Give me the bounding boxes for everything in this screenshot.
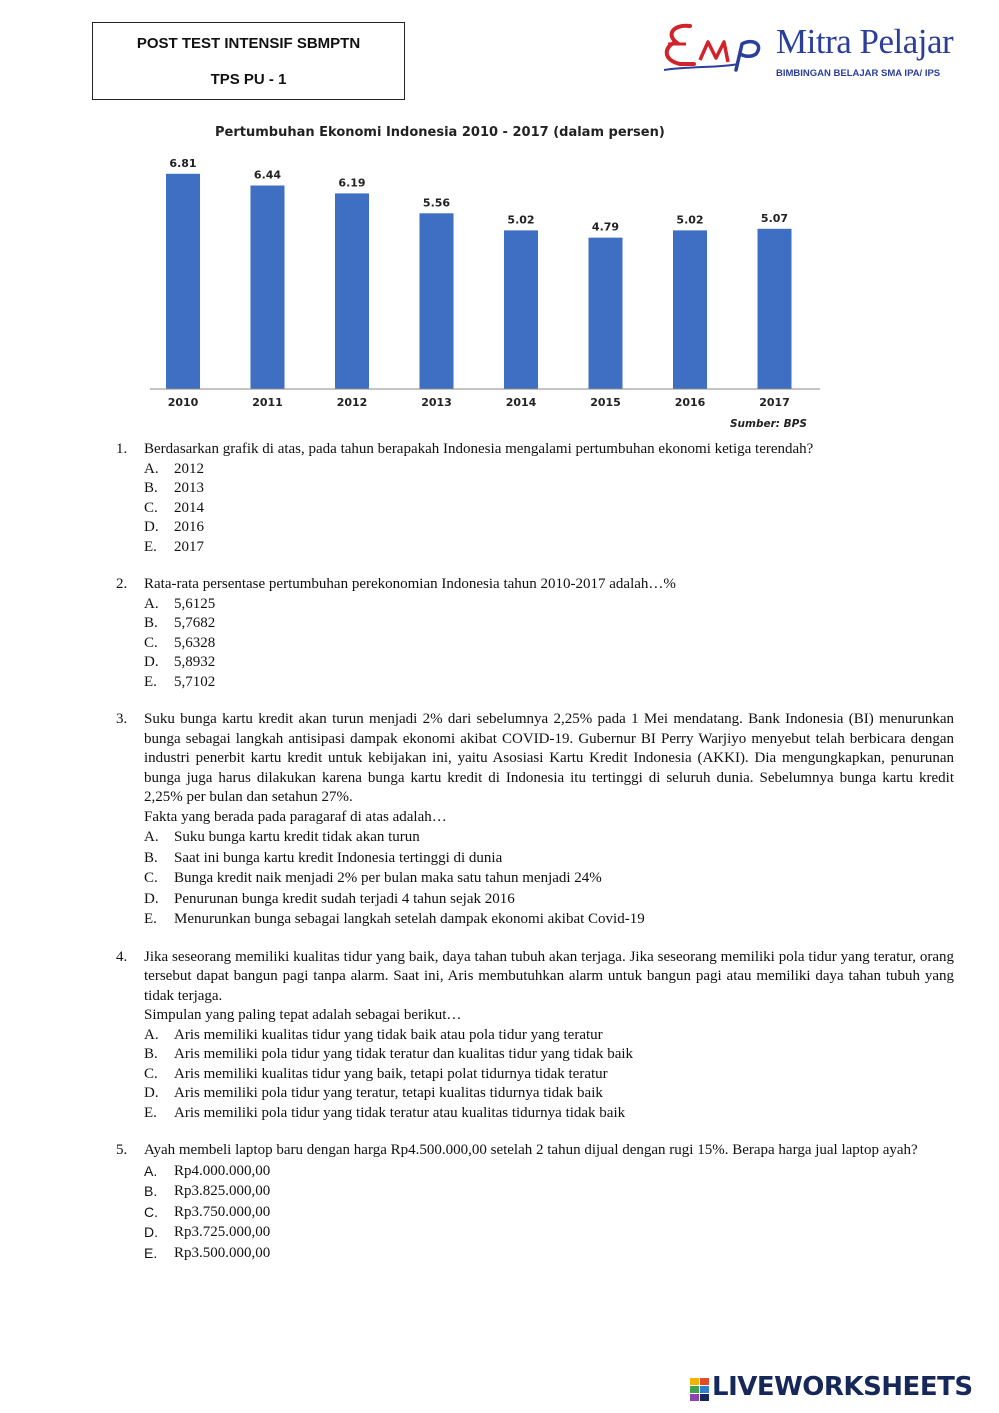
option-text: Rp4.000.000,00 xyxy=(174,1162,271,1179)
answer-options xyxy=(144,595,954,693)
option-text: 5,7682 xyxy=(174,615,216,631)
x-tick-2016: 2016 xyxy=(674,396,706,409)
growth-chart xyxy=(145,116,835,436)
option-letter: D. xyxy=(144,1085,159,1101)
chart-source: Sumber: BPS xyxy=(730,418,807,430)
question-3 xyxy=(116,710,954,930)
option-d[interactable] xyxy=(144,889,954,910)
value-label-2010: 6.81 xyxy=(169,156,197,170)
value-label-2011: 6.44 xyxy=(253,168,282,182)
option-letter: C. xyxy=(144,634,158,651)
option-c[interactable] xyxy=(144,634,954,654)
option-letter: E. xyxy=(144,1104,157,1121)
bar-2011 xyxy=(251,185,285,389)
option-text: 2017 xyxy=(174,538,204,555)
option-text: Aris memiliki kualitas tidur yang tidak baik atau pola tidur yang teratur xyxy=(174,1026,603,1043)
bar-2013 xyxy=(420,213,454,389)
title-box xyxy=(92,22,405,100)
option-letter: B. xyxy=(144,1046,158,1062)
option-text: 2014 xyxy=(174,499,204,516)
liveworksheets-icon xyxy=(690,1378,710,1402)
option-text: Rp3.725.000,00 xyxy=(174,1224,271,1240)
liveworksheets-brand: LIVEWORKSHEETS xyxy=(712,1372,973,1402)
worksheet-title: POST TEST INTENSIF SBMPTN xyxy=(136,35,361,52)
option-d[interactable] xyxy=(144,653,954,673)
option-letter: E. xyxy=(144,911,157,927)
option-text: Rp3.500.000,00 xyxy=(174,1244,271,1261)
bar-2017 xyxy=(758,229,792,389)
question-stem: Rata-rata persentase pertumbuhan perekonomian Indonesia tahun 2010-2017 adalah…% xyxy=(144,576,676,592)
bar-2010 xyxy=(166,174,200,389)
option-letter: E. xyxy=(144,1244,158,1261)
x-tick-2013: 2013 xyxy=(421,396,452,409)
question-5 xyxy=(116,1141,954,1263)
option-b[interactable] xyxy=(144,614,954,634)
option-letter: D. xyxy=(144,519,159,535)
question-2 xyxy=(116,575,954,692)
option-b[interactable] xyxy=(144,479,954,499)
x-tick-2011: 2011 xyxy=(252,396,283,409)
bar-2012 xyxy=(335,193,369,389)
value-label-2017: 5.07 xyxy=(760,211,789,225)
option-text: 5,8932 xyxy=(174,654,216,670)
option-letter: C. xyxy=(144,870,158,886)
question-stem: Berdasarkan grafik di atas, pada tahun berapakah Indonesia mengalami pertumbuhan ekonomi ketiga terendah? xyxy=(144,441,814,457)
option-text: 2013 xyxy=(174,480,204,496)
x-tick-2010: 2010 xyxy=(167,396,199,409)
option-letter: A. xyxy=(144,829,159,845)
question-stem: Ayah membeli laptop baru dengan harga Rp4.500.000,00 setelah 2 tahun dijual dengan rugi 15%. Berapa harga jual laptop ayah? xyxy=(144,1142,918,1158)
option-e[interactable] xyxy=(144,673,954,693)
option-letter: D. xyxy=(144,1224,158,1240)
answer-options xyxy=(144,827,954,930)
question-number: 2. xyxy=(116,576,128,592)
emp-logo-icon xyxy=(660,20,772,76)
option-text: 5,6125 xyxy=(174,595,216,612)
option-letter: C. xyxy=(144,1065,158,1082)
option-letter: B. xyxy=(144,849,158,866)
question-passage: Suku bunga kartu kredit akan turun menjadi 2% dari sebelumnya 2,25% pada 1 Mei mendatang. Bank Indonesia (BI) menurunkan bunga sebagai langkah antisipasi dampak ekonomi akibat COVID-19. Gubernur BI Perry Warjiyo menyebut telah berbicara dengan industri penerbit kartu kredit untuk kebijakan ini, yaitu Asosiasi Kartu Kredit Indonesia (AKKI). Dia mengungkapkan, penurunan bunga juga harus dilakukan karena bunga kartu kredit di Indonesia itu tertinggi di seluruh dunia. Sebelumnya bunga kartu kredit 2,25% per bulan dan setahun 27%. xyxy=(144,711,954,805)
option-text: Penurunan bunga kredit sudah terjadi 4 tahun sejak 2016 xyxy=(174,890,515,907)
option-text: Menurunkan bunga sebagai langkah setelah dampak ekonomi akibat Covid-19 xyxy=(174,911,645,927)
question-passage: Jika seseorang memiliki kualitas tidur yang baik, daya tahan tubuh akan terjaga. Jika seseorang memiliki pola tidur yang teratur, orang tersebut dapat bangun pagi tanpa alarm. Saat ini, Aris membutuhkan alarm untuk bangun pagi atau memiliki daya tahan tubuh yang tidak terjaga. xyxy=(144,948,954,1004)
value-label-2015: 4.79 xyxy=(591,220,620,234)
option-b[interactable] xyxy=(144,1181,954,1202)
option-letter: C. xyxy=(144,1203,158,1220)
option-a[interactable] xyxy=(144,827,954,848)
option-a[interactable] xyxy=(144,460,954,480)
value-label-2016: 5.02 xyxy=(676,213,704,227)
answer-options xyxy=(144,1026,954,1124)
option-e[interactable] xyxy=(144,1243,954,1264)
option-text: Aris memiliki pola tidur yang tidak teratur atau kualitas tidurnya tidak baik xyxy=(174,1104,626,1121)
mitra-pelajar-logo xyxy=(660,20,954,90)
option-letter: B. xyxy=(144,1183,158,1199)
option-e[interactable] xyxy=(144,909,954,930)
option-letter: D. xyxy=(144,890,159,907)
option-text: Bunga kredit naik menjadi 2% per bulan maka satu tahun menjadi 24% xyxy=(174,870,602,886)
option-text: Aris memiliki pola tidur yang teratur, tetapi kualitas tidurnya tidak baik xyxy=(174,1085,603,1101)
option-c[interactable] xyxy=(144,1202,954,1223)
worksheet-subtitle: TPS PU - 1 xyxy=(210,71,287,88)
option-b[interactable] xyxy=(144,1045,954,1065)
option-d[interactable] xyxy=(144,518,954,538)
option-a[interactable] xyxy=(144,595,954,615)
option-text: 5,6328 xyxy=(174,634,216,651)
option-a[interactable] xyxy=(144,1161,954,1182)
question-4 xyxy=(116,948,954,1124)
option-e[interactable] xyxy=(144,538,954,558)
answer-options xyxy=(144,1161,954,1264)
option-letter: E. xyxy=(144,538,157,555)
option-text: Rp3.825.000,00 xyxy=(174,1183,271,1199)
question-number: 5. xyxy=(116,1142,128,1158)
option-letter: A. xyxy=(144,1026,159,1043)
value-label-2013: 5.56 xyxy=(422,196,451,210)
brand-name: Mitra Pelajar xyxy=(776,22,954,61)
question-list xyxy=(116,440,954,1281)
option-letter: B. xyxy=(144,615,158,631)
question-prompt: Fakta yang berada pada paragaraf di atas adalah… xyxy=(144,808,447,825)
option-letter: A. xyxy=(144,1162,158,1179)
option-letter: E. xyxy=(144,673,157,690)
option-e[interactable] xyxy=(144,1104,954,1124)
option-a[interactable] xyxy=(144,1026,954,1046)
value-label-2012: 6.19 xyxy=(338,176,366,190)
option-c[interactable] xyxy=(144,499,954,519)
answer-options xyxy=(144,460,954,558)
x-tick-2014: 2014 xyxy=(505,396,537,409)
option-text: 5,7102 xyxy=(174,673,216,690)
chart-title: Pertumbuhan Ekonomi Indonesia 2010 - 2017 (dalam persen) xyxy=(215,125,665,140)
bar-2015 xyxy=(589,238,623,389)
option-letter: C. xyxy=(144,499,158,516)
option-b[interactable] xyxy=(144,848,954,869)
question-prompt: Simpulan yang paling tepat adalah sebagai berikut… xyxy=(144,1007,462,1023)
option-text: Aris memiliki pola tidur yang tidak teratur dan kualitas tidur yang tidak baik xyxy=(174,1046,634,1062)
bar-chart xyxy=(145,116,835,436)
option-d[interactable] xyxy=(144,1084,954,1104)
value-label-2014: 5.02 xyxy=(507,213,535,227)
option-letter: A. xyxy=(144,460,159,477)
option-d[interactable] xyxy=(144,1222,954,1243)
option-text: 2012 xyxy=(174,460,204,477)
question-1 xyxy=(116,440,954,557)
option-letter: A. xyxy=(144,595,159,612)
option-text: 2016 xyxy=(174,519,204,535)
liveworksheets-footer xyxy=(690,1372,990,1406)
question-number: 1. xyxy=(116,441,128,457)
question-number: 3. xyxy=(116,711,128,727)
bar-2016 xyxy=(673,230,707,389)
option-c[interactable] xyxy=(144,1065,954,1085)
brand-tagline: BIMBINGAN BELAJAR SMA IPA/ IPS xyxy=(776,68,941,79)
option-text: Suku bunga kartu kredit tidak akan turun xyxy=(174,829,420,845)
bar-2014 xyxy=(504,230,538,389)
option-c[interactable] xyxy=(144,868,954,889)
x-tick-2015: 2015 xyxy=(590,396,621,409)
option-text: Aris memiliki kualitas tidur yang baik, tetapi polat tidurnya tidak teratur xyxy=(174,1065,608,1082)
x-tick-2017: 2017 xyxy=(759,396,790,409)
question-number: 4. xyxy=(116,948,128,965)
option-text: Rp3.750.000,00 xyxy=(174,1203,271,1220)
x-tick-2012: 2012 xyxy=(336,396,368,409)
option-letter: D. xyxy=(144,654,159,670)
option-letter: B. xyxy=(144,480,158,496)
option-text: Saat ini bunga kartu kredit Indonesia tertinggi di dunia xyxy=(174,849,503,866)
